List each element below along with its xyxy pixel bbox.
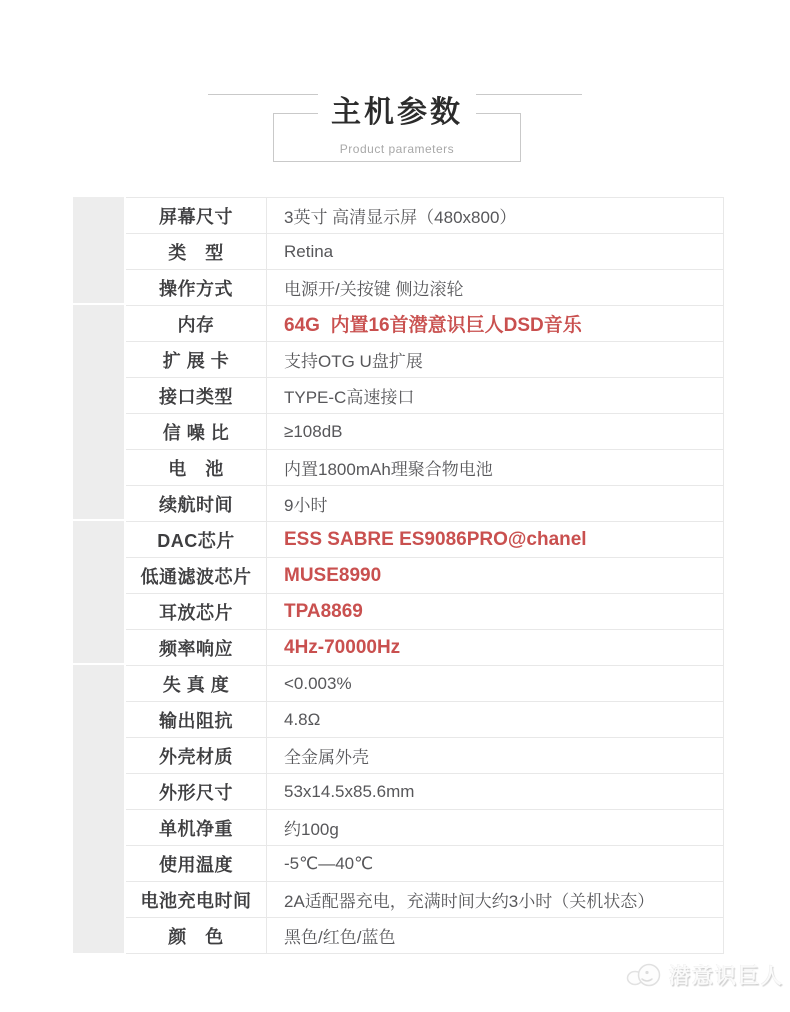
category-strip-block (73, 521, 124, 663)
spec-label: 外形尺寸 (126, 774, 267, 809)
spec-label: 接口类型 (126, 378, 267, 413)
page-title: 主机参数 (318, 92, 476, 134)
spec-label: 外壳材质 (126, 738, 267, 773)
spec-value: 内置1800mAh理聚合物电池 (284, 460, 493, 479)
spec-value: Retina (284, 241, 334, 261)
spec-label: 电 池 (126, 450, 267, 485)
spec-label: DAC芯片 (126, 522, 267, 557)
spec-value: 64G 内置16首潜意识巨人DSD音乐 (284, 315, 582, 336)
category-strip-block (73, 665, 124, 953)
table-row (126, 270, 723, 306)
spec-value: MUSE8990 (284, 564, 382, 586)
table-row (126, 234, 723, 270)
spec-label: 续航时间 (126, 486, 267, 521)
spec-value: 53x14.5x85.6mm (284, 781, 415, 801)
table-row (126, 666, 723, 702)
title-box (273, 96, 521, 162)
table-row (126, 594, 723, 630)
table-row (126, 306, 723, 342)
spec-value: 全金属外壳 (284, 748, 369, 767)
spec-value: TPA8869 (284, 600, 363, 622)
spec-value: -5℃—40℃ (284, 853, 374, 873)
spec-label: 输出阻抗 (126, 702, 267, 737)
table-row (126, 774, 723, 810)
spec-value: 4.8Ω (284, 709, 321, 729)
table-row (126, 414, 723, 450)
category-strip (73, 197, 124, 953)
watermark-text: 潜意识巨人 (669, 965, 784, 988)
table-row (126, 882, 723, 918)
spec-label: 低通滤波芯片 (126, 558, 267, 593)
spec-label: 类 型 (126, 234, 267, 269)
spec-label: 单机净重 (126, 810, 267, 845)
table-row (126, 846, 723, 882)
spec-value: 9小时 (284, 496, 328, 515)
table-row (126, 342, 723, 378)
table-row (126, 198, 723, 234)
table-row (126, 522, 723, 558)
category-strip-block (73, 197, 124, 303)
table-row (126, 918, 723, 954)
table-row (126, 486, 723, 522)
spec-label: 扩 展 卡 (126, 342, 267, 377)
spec-value: ESS SABRE ES9086PRO@chanel (284, 528, 587, 550)
category-strip-block (73, 305, 124, 519)
spec-label: 使用温度 (126, 846, 267, 881)
table-row (126, 702, 723, 738)
spec-label: 电池充电时间 (126, 882, 267, 917)
spec-value: 支持OTG U盘扩展 (284, 352, 423, 371)
spec-value: 黑色/红色/蓝色 (284, 928, 396, 947)
spec-label: 频率响应 (126, 630, 267, 665)
table-row (126, 810, 723, 846)
table-row (126, 738, 723, 774)
spec-label: 屏幕尺寸 (126, 198, 267, 233)
spec-value: 2A适配器充电，充满时间大约3小时（关机状态） (284, 892, 655, 911)
spec-value: 约100g (284, 820, 339, 839)
watermark (626, 960, 784, 990)
brand-face-icon (626, 961, 664, 989)
spec-label: 颜 色 (126, 918, 267, 953)
spec-value: <0.003% (284, 673, 352, 693)
table-row (126, 378, 723, 414)
spec-value: TYPE-C高速接口 (284, 388, 415, 407)
spec-value: 4Hz-70000Hz (284, 636, 401, 658)
page-subtitle: Product parameters (339, 142, 455, 156)
spec-value: 3英寸 高清显示屏（480x800） (284, 208, 517, 227)
spec-value: ≥108dB (284, 421, 343, 441)
spec-label: 失 真 度 (126, 666, 267, 701)
spec-label: 耳放芯片 (126, 594, 267, 629)
table-row (126, 558, 723, 594)
spec-label: 内存 (126, 306, 267, 341)
spec-value: 电源开/关按键 侧边滚轮 (284, 280, 464, 299)
spec-table (126, 197, 724, 954)
table-row (126, 450, 723, 486)
table-row (126, 630, 723, 666)
spec-label: 信 噪 比 (126, 414, 267, 449)
spec-label: 操作方式 (126, 270, 267, 305)
